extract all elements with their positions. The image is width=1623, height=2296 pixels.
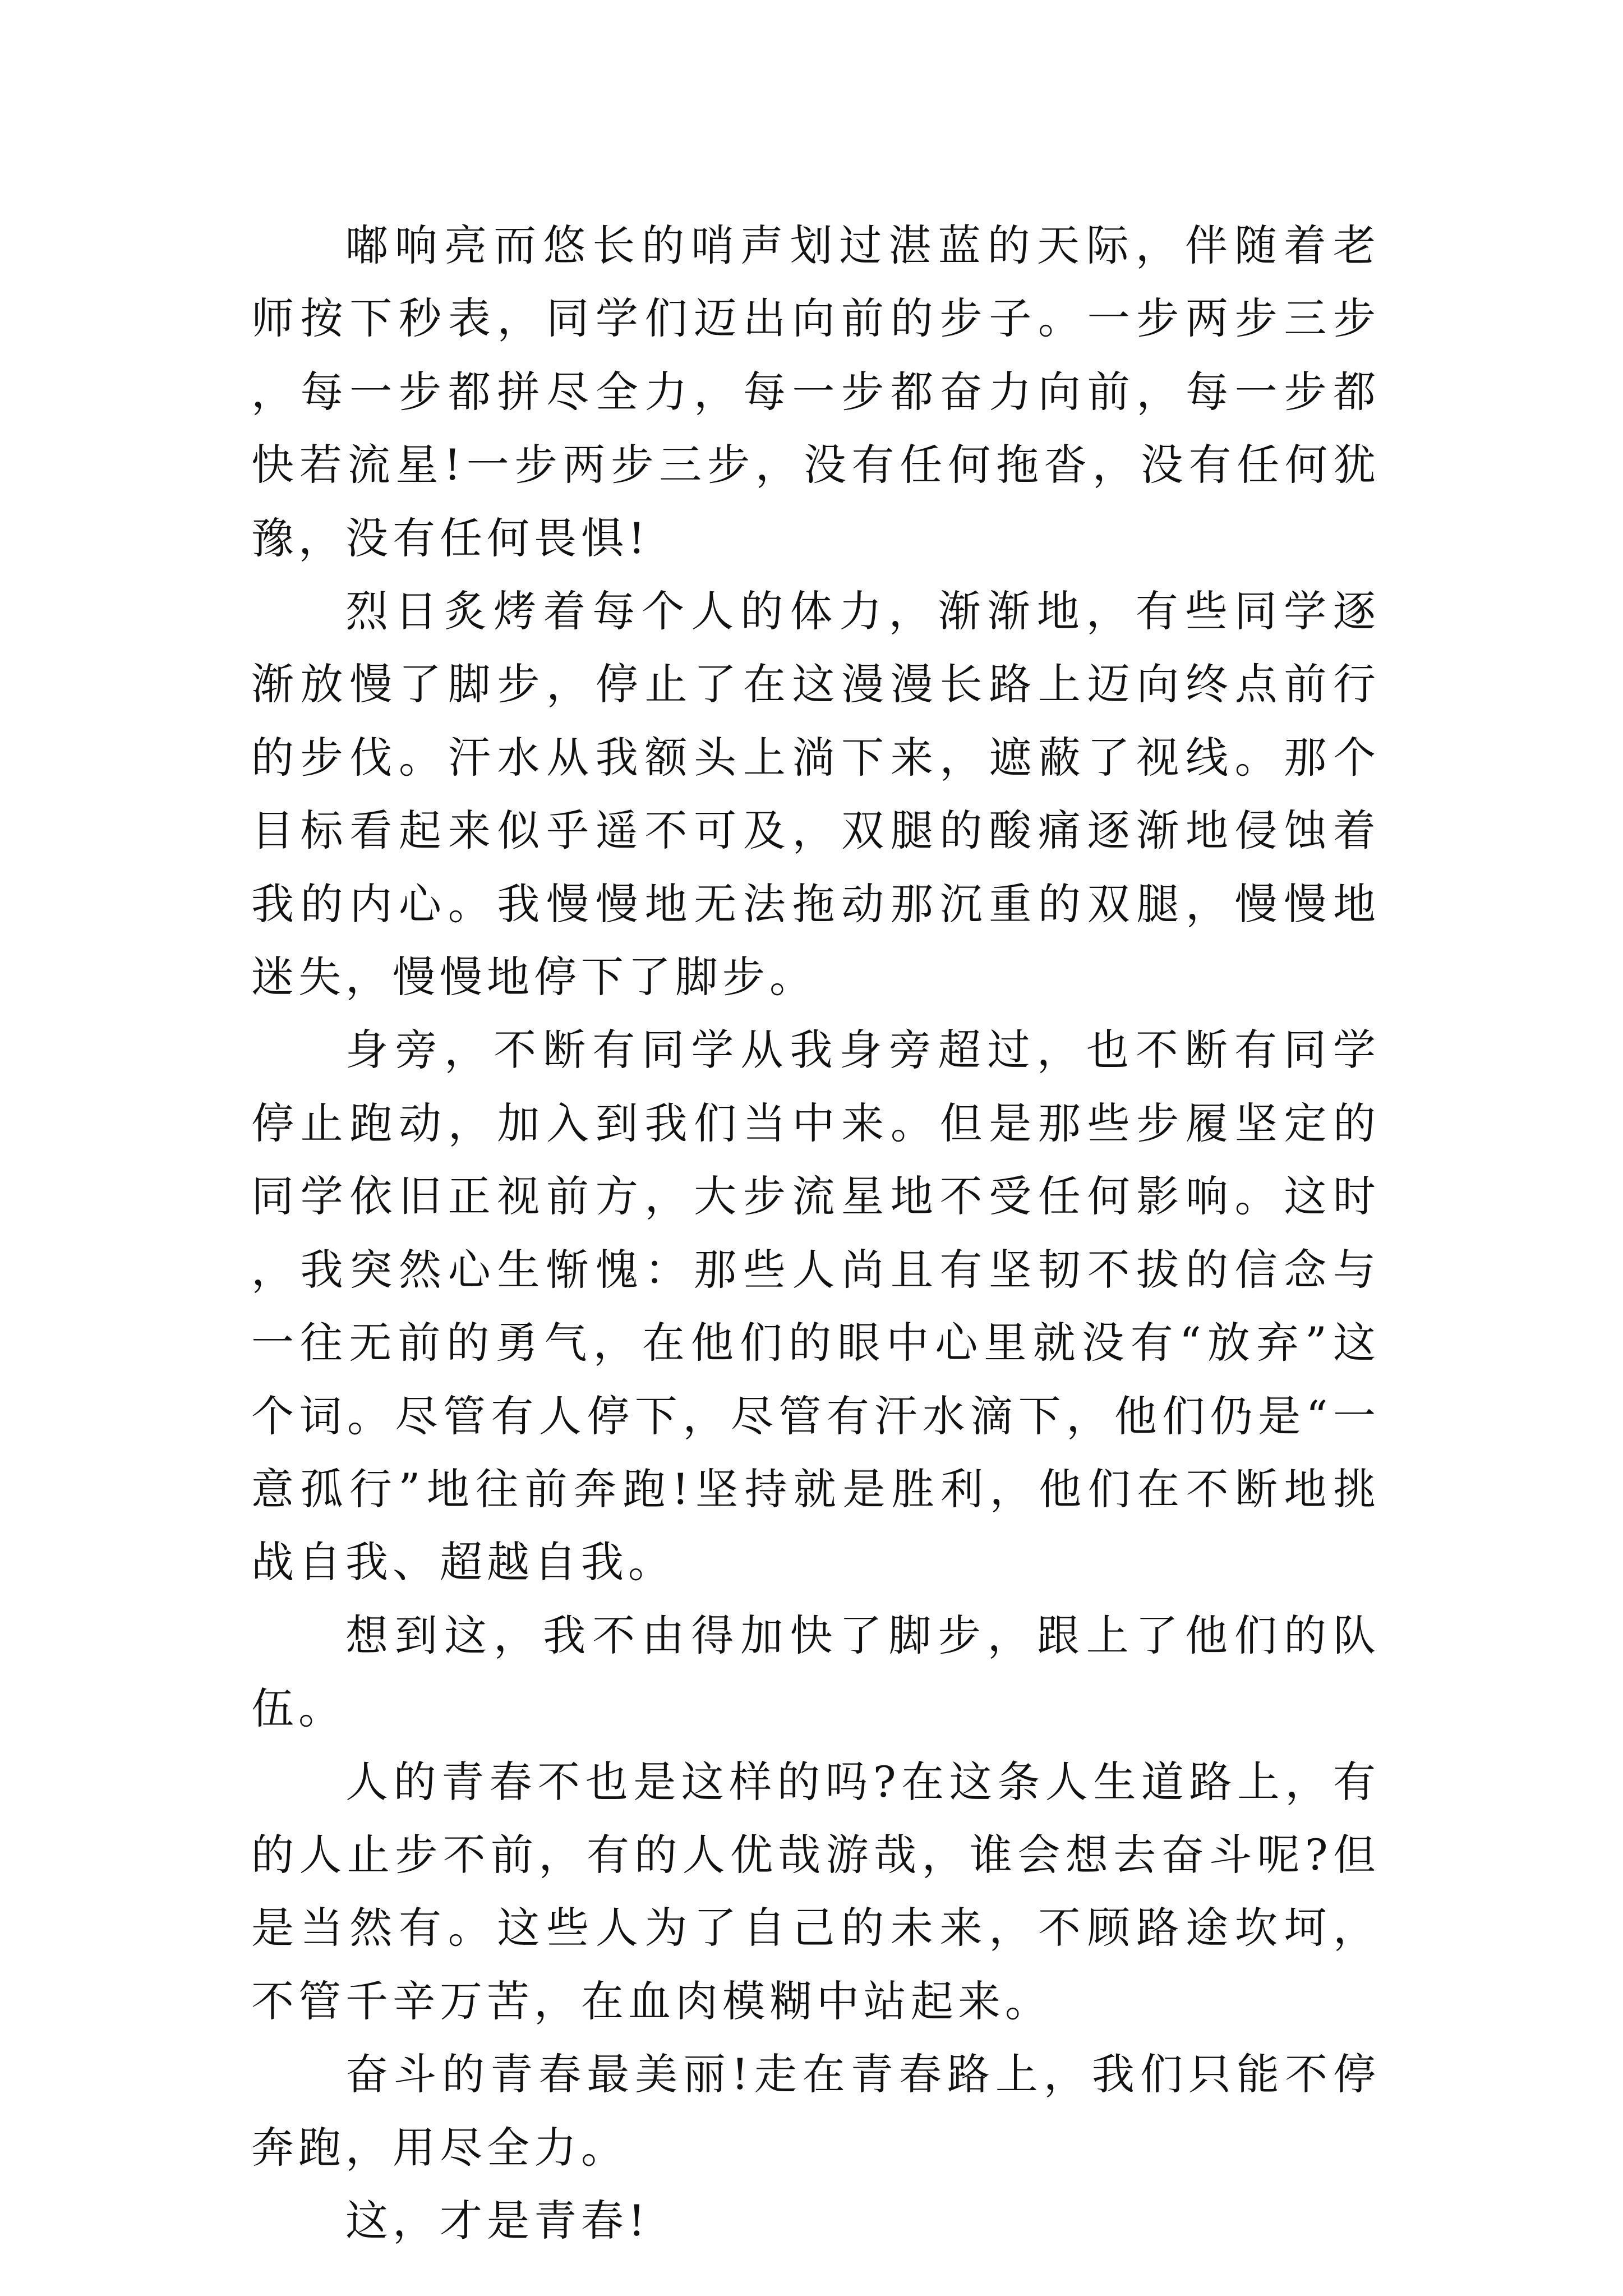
paragraph-6: 奋斗的青春最美丽!走在青春路上，我们只能不停奔跑，用尽全力。	[251, 2049, 1380, 2173]
paragraph-7: 这，才是青春!	[345, 2195, 650, 2246]
paragraph-2: 烈日炙烤着每个人的体力，渐渐地，有些同学逐渐放慢了脚步，停止了在这漫漫长路上迈向终点前行的步伐。汗水从我额头上淌下来，遮蔽了视线。那个目标看起来似乎遥不可及，双腿的酸痛逐渐地侵蚀着我的内心。我慢慢地无法拖动那沉重的双腿，慢慢地迷失，慢慢地停下了脚步。	[251, 586, 1380, 1002]
document-body	[251, 209, 1380, 2257]
paragraph-4: 想到这，我不由得加快了脚步，跟上了他们的队伍。	[251, 1610, 1380, 1734]
paragraph-3: 身旁，不断有同学从我身旁超过，也不断有同学停止跑动，加入到我们当中来。但是那些步履坚定的同学依旧正视前方，大步流星地不受任何影响。这时，我突然心生惭愧：那些人尚且有坚韧不拔的信念与一往无前的勇气，在他们的眼中心里就没有“放弃”这个词。尽管有人停下，尽管有汗水滴下，他们仍是“一意孤行”地往前奔跑!坚持就是胜利，他们在不断地挑战自我、超越自我。	[251, 1025, 1380, 1588]
paragraph-5: 人的青春不也是这样的吗?在这条人生道路上，有的人止步不前，有的人优哉游哉，谁会想去奋斗呢?但是当然有。这些人为了自己的未来，不顾路途坎坷，不管千辛万苦，在血肉模糊中站起来。	[251, 1756, 1380, 2026]
paragraph-1: 嘟响亮而悠长的哨声划过湛蓝的天际，伴随着老师按下秒表，同学们迈出向前的步子。一步两步三步，每一步都拼尽全力，每一步都奋力向前，每一步都快若流星!一步两步三步，没有任何拖沓，没有任何犹豫，没有任何畏惧!	[251, 220, 1380, 563]
